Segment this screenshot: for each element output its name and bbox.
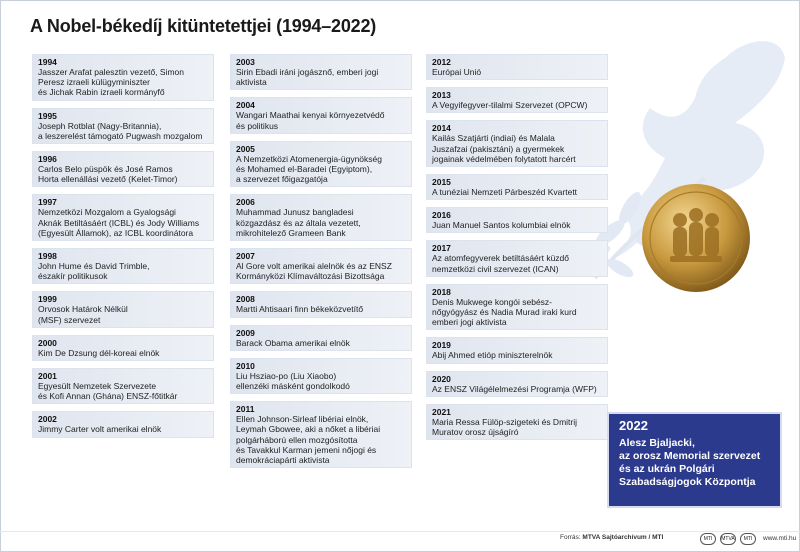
- laureate-2022-highlight: [607, 412, 782, 508]
- entry-year: 2009: [236, 327, 255, 338]
- entry-year: 2015: [432, 177, 451, 188]
- entry-description-line: Az atomfegyverek betiltásáért küzdő: [432, 253, 570, 264]
- entry-description-line: Aknák Betiltásáért (ICBL) és Jody Williams: [38, 217, 200, 228]
- highlight-year: 2022: [619, 418, 648, 433]
- entry-description-line: Denis Mukwege kongói sebész-: [432, 296, 553, 307]
- entry-description-line: Joseph Rotblat (Nagy-Britannia),: [38, 120, 162, 131]
- entry-description-line: Horta ellenállási vezető (Kelet-Timor): [38, 174, 178, 185]
- entry-year: 2018: [432, 286, 451, 297]
- column-2003-2011: [228, 54, 412, 475]
- entry-year: 2010: [236, 360, 255, 371]
- entry-description-line: és politikus: [236, 120, 279, 131]
- laureate-entry: [424, 284, 608, 331]
- entry-year: 2008: [236, 294, 255, 305]
- entry-description-line: Orvosok Határok Nélkül: [38, 304, 128, 315]
- entry-year: 2001: [38, 371, 57, 382]
- highlight-line: és az ukrán Polgári: [619, 463, 715, 475]
- entry-year: 2012: [432, 57, 451, 67]
- entry-description-line: John Hume és David Trimble,: [38, 261, 150, 272]
- entry-description-line: nőgyógyász és Nadia Murad iraki kurd: [432, 307, 577, 318]
- entry-year: 2003: [236, 57, 255, 67]
- mti-logo-2: MTI: [740, 533, 756, 545]
- entry-description-line: Az ENSZ Világélelmezési Programja (WFP): [432, 383, 597, 394]
- laureate-entry: [424, 337, 608, 363]
- page-title: A Nobel-békedíj kitüntetettjei (1994–2022): [30, 16, 377, 36]
- entry-description-line: Al Gore volt amerikai alelnök és az ENSZ: [236, 261, 392, 272]
- entry-description-line: és Kofi Annan (Ghána) ENSZ-főtitkár: [38, 391, 178, 402]
- entry-description-line: Abij Ahmed etióp miniszterelnök: [432, 350, 553, 361]
- highlight-text: [619, 437, 772, 489]
- entry-year: 1994: [38, 57, 57, 67]
- laureate-entry: [424, 371, 608, 397]
- source-name: MTVA Sajtóarchívum / MTI: [582, 534, 664, 541]
- site-url: www.mti.hu: [763, 535, 797, 542]
- laureate-entry: [228, 358, 412, 394]
- laureate-entry: [228, 97, 412, 133]
- mtva-logo: MTVA: [720, 533, 736, 545]
- entry-year: 2002: [38, 414, 57, 425]
- entry-description-line: Nemzetközi Mozgalom a Gyalogsági: [38, 207, 176, 218]
- entry-year: 2017: [432, 243, 451, 254]
- entry-description-line: (MSF) szervezet: [38, 314, 101, 325]
- entry-description-line: a leszerelést támogató Pugwash mozgalom: [38, 130, 203, 141]
- entry-description-line: demokráciapárti aktivista: [236, 455, 330, 466]
- laureate-entry: [424, 404, 608, 440]
- highlight-line: az orosz Memorial szervezet: [619, 450, 761, 462]
- entry-description-line: és Tavakkul Karman jemeni nőjogi és: [236, 444, 377, 455]
- entry-description-line: emberi jogi aktivista: [432, 317, 507, 328]
- entry-description-line: Liu Hsziao-po (Liu Xiaobo): [236, 370, 337, 381]
- entry-year: 2021: [432, 406, 451, 417]
- entry-description-line: Kailás Szatjárti (indiai) és Malala: [432, 133, 555, 144]
- entry-description-line: A Vegyifegyver-tilalmi Szervezet (OPCW): [432, 100, 588, 111]
- laureate-entry: [228, 248, 412, 284]
- laureate-entry: [228, 291, 412, 317]
- laureate-entry: [30, 194, 214, 241]
- entry-description-line: ellenzéki másként gondolkodó: [236, 381, 350, 392]
- highlight-line: Alesz Bjaljacki,: [619, 437, 695, 449]
- laureate-entry: [424, 240, 608, 276]
- entry-description-line: Barack Obama amerikai elnök: [236, 337, 350, 348]
- entry-description-line: A tunéziai Nemzeti Párbeszéd Kvartett: [432, 187, 578, 198]
- source-prefix: Forrás:: [560, 534, 581, 541]
- entry-description-line: közgazdász és az általa vezetett,: [236, 217, 361, 228]
- entry-description-line: és Jichak Rabin izraeli kormányfő: [38, 87, 165, 98]
- entry-year: 2020: [432, 373, 451, 384]
- entry-year: 2005: [236, 143, 255, 154]
- entry-year: 1995: [38, 110, 57, 121]
- laureate-entry: [30, 411, 214, 437]
- footer-divider: [0, 531, 800, 532]
- entry-year: 2004: [236, 100, 255, 111]
- entry-description-line: Ellen Johnson-Sirleaf libériai elnök,: [236, 414, 369, 425]
- entry-year: 1999: [38, 294, 57, 305]
- laureate-entry: [30, 291, 214, 327]
- entry-description-line: a szervezet főigazgatója: [236, 174, 328, 185]
- laureate-entry: [424, 54, 608, 80]
- entry-description-line: Muhammad Junusz bangladesi: [236, 207, 354, 218]
- laureate-entry: [424, 207, 608, 233]
- entry-description-line: Egyesült Nemzetek Szervezete: [38, 381, 157, 392]
- entry-description-line: Peresz izraeli külügyminiszter: [38, 77, 150, 88]
- entry-description-line: Juan Manuel Santos kolumbiai elnök: [432, 220, 571, 231]
- entry-year: 2011: [236, 404, 255, 415]
- laureate-entry: [424, 174, 608, 200]
- entry-year: 1996: [38, 154, 57, 165]
- column-1994-2002: [30, 54, 214, 445]
- entry-year: 2006: [236, 197, 255, 208]
- entry-description-line: Wangari Maathai kenyai környezetvédő: [236, 110, 385, 121]
- laureate-entry: [424, 120, 608, 167]
- column-2012-2021: [424, 54, 608, 447]
- entry-description-line: Jasszer Arafat palesztin vezető, Simon: [38, 67, 184, 77]
- entry-description-line: és Mohamed el-Baradei (Egyiptom),: [236, 164, 373, 175]
- nobel-medal-icon: [640, 182, 752, 294]
- laureate-entry: [228, 325, 412, 351]
- entry-description-line: Kim De Dzsung dél-koreai elnök: [38, 347, 160, 358]
- laureate-entry: [30, 54, 214, 101]
- entry-description-line: Jimmy Carter volt amerikai elnök: [38, 424, 162, 435]
- entry-description-line: Európai Unió: [432, 67, 482, 77]
- entry-description-line: Martti Ahtisaari finn békeközvetítő: [236, 304, 364, 315]
- entry-description-line: északír politikusok: [38, 271, 108, 282]
- mti-logo: MTI: [700, 533, 716, 545]
- entry-description-line: A Nemzetközi Atomenergia-ügynökség: [236, 153, 382, 164]
- laureate-entry: [424, 87, 608, 113]
- laureate-entry: [228, 54, 412, 90]
- entry-year: 2007: [236, 251, 255, 262]
- entry-description-line: mikrohitelező Grameen Bank: [236, 227, 346, 238]
- laureate-entry: [228, 194, 412, 241]
- entry-description-line: polgárháború ellen mozgósította: [236, 434, 358, 445]
- laureate-entry: [30, 368, 214, 404]
- entry-year: 2019: [432, 340, 451, 351]
- entry-description-line: Carlos Belo püspök és José Ramos: [38, 164, 173, 175]
- laureate-entry: [30, 108, 214, 144]
- laureate-entry: [30, 248, 214, 284]
- entry-description-line: Kormányközi Klímaváltozási Bizottsága: [236, 271, 385, 282]
- entry-description-line: jogainak védelmében folytatott harcért: [432, 153, 576, 164]
- source-credit: [560, 534, 663, 541]
- entry-year: 1998: [38, 251, 57, 262]
- entry-year: 2016: [432, 210, 451, 221]
- laureate-entry: [30, 335, 214, 361]
- entry-description-line: nemzetközi civil szervezet (ICAN): [432, 263, 559, 274]
- entry-description-line: aktivista: [236, 77, 267, 88]
- entry-description-line: Sirin Ebadi iráni jogásznő, emberi jogi: [236, 67, 379, 77]
- entry-description-line: Juszafzai (pakisztáni) a gyermekek: [432, 143, 565, 154]
- highlight-line: Szabadságjogok Központja: [619, 476, 756, 488]
- entry-description-line: Maria Ressa Fülöp-szigeteki és Dmitrij: [432, 416, 578, 427]
- laureate-entry: [228, 141, 412, 188]
- entry-description-line: Leymah Gbowee, aki a nőket a libériai: [236, 424, 381, 435]
- entry-description-line: (Egyesült Államok), az ICBL koordinátora: [38, 227, 194, 238]
- entry-description-line: Muratov orosz újságíró: [432, 427, 519, 438]
- entry-year: 2000: [38, 337, 57, 348]
- entry-year: 1997: [38, 197, 57, 208]
- laureate-entry: [30, 151, 214, 187]
- entry-year: 2013: [432, 90, 451, 101]
- entry-year: 2014: [432, 123, 451, 134]
- laureate-entry: [228, 401, 412, 468]
